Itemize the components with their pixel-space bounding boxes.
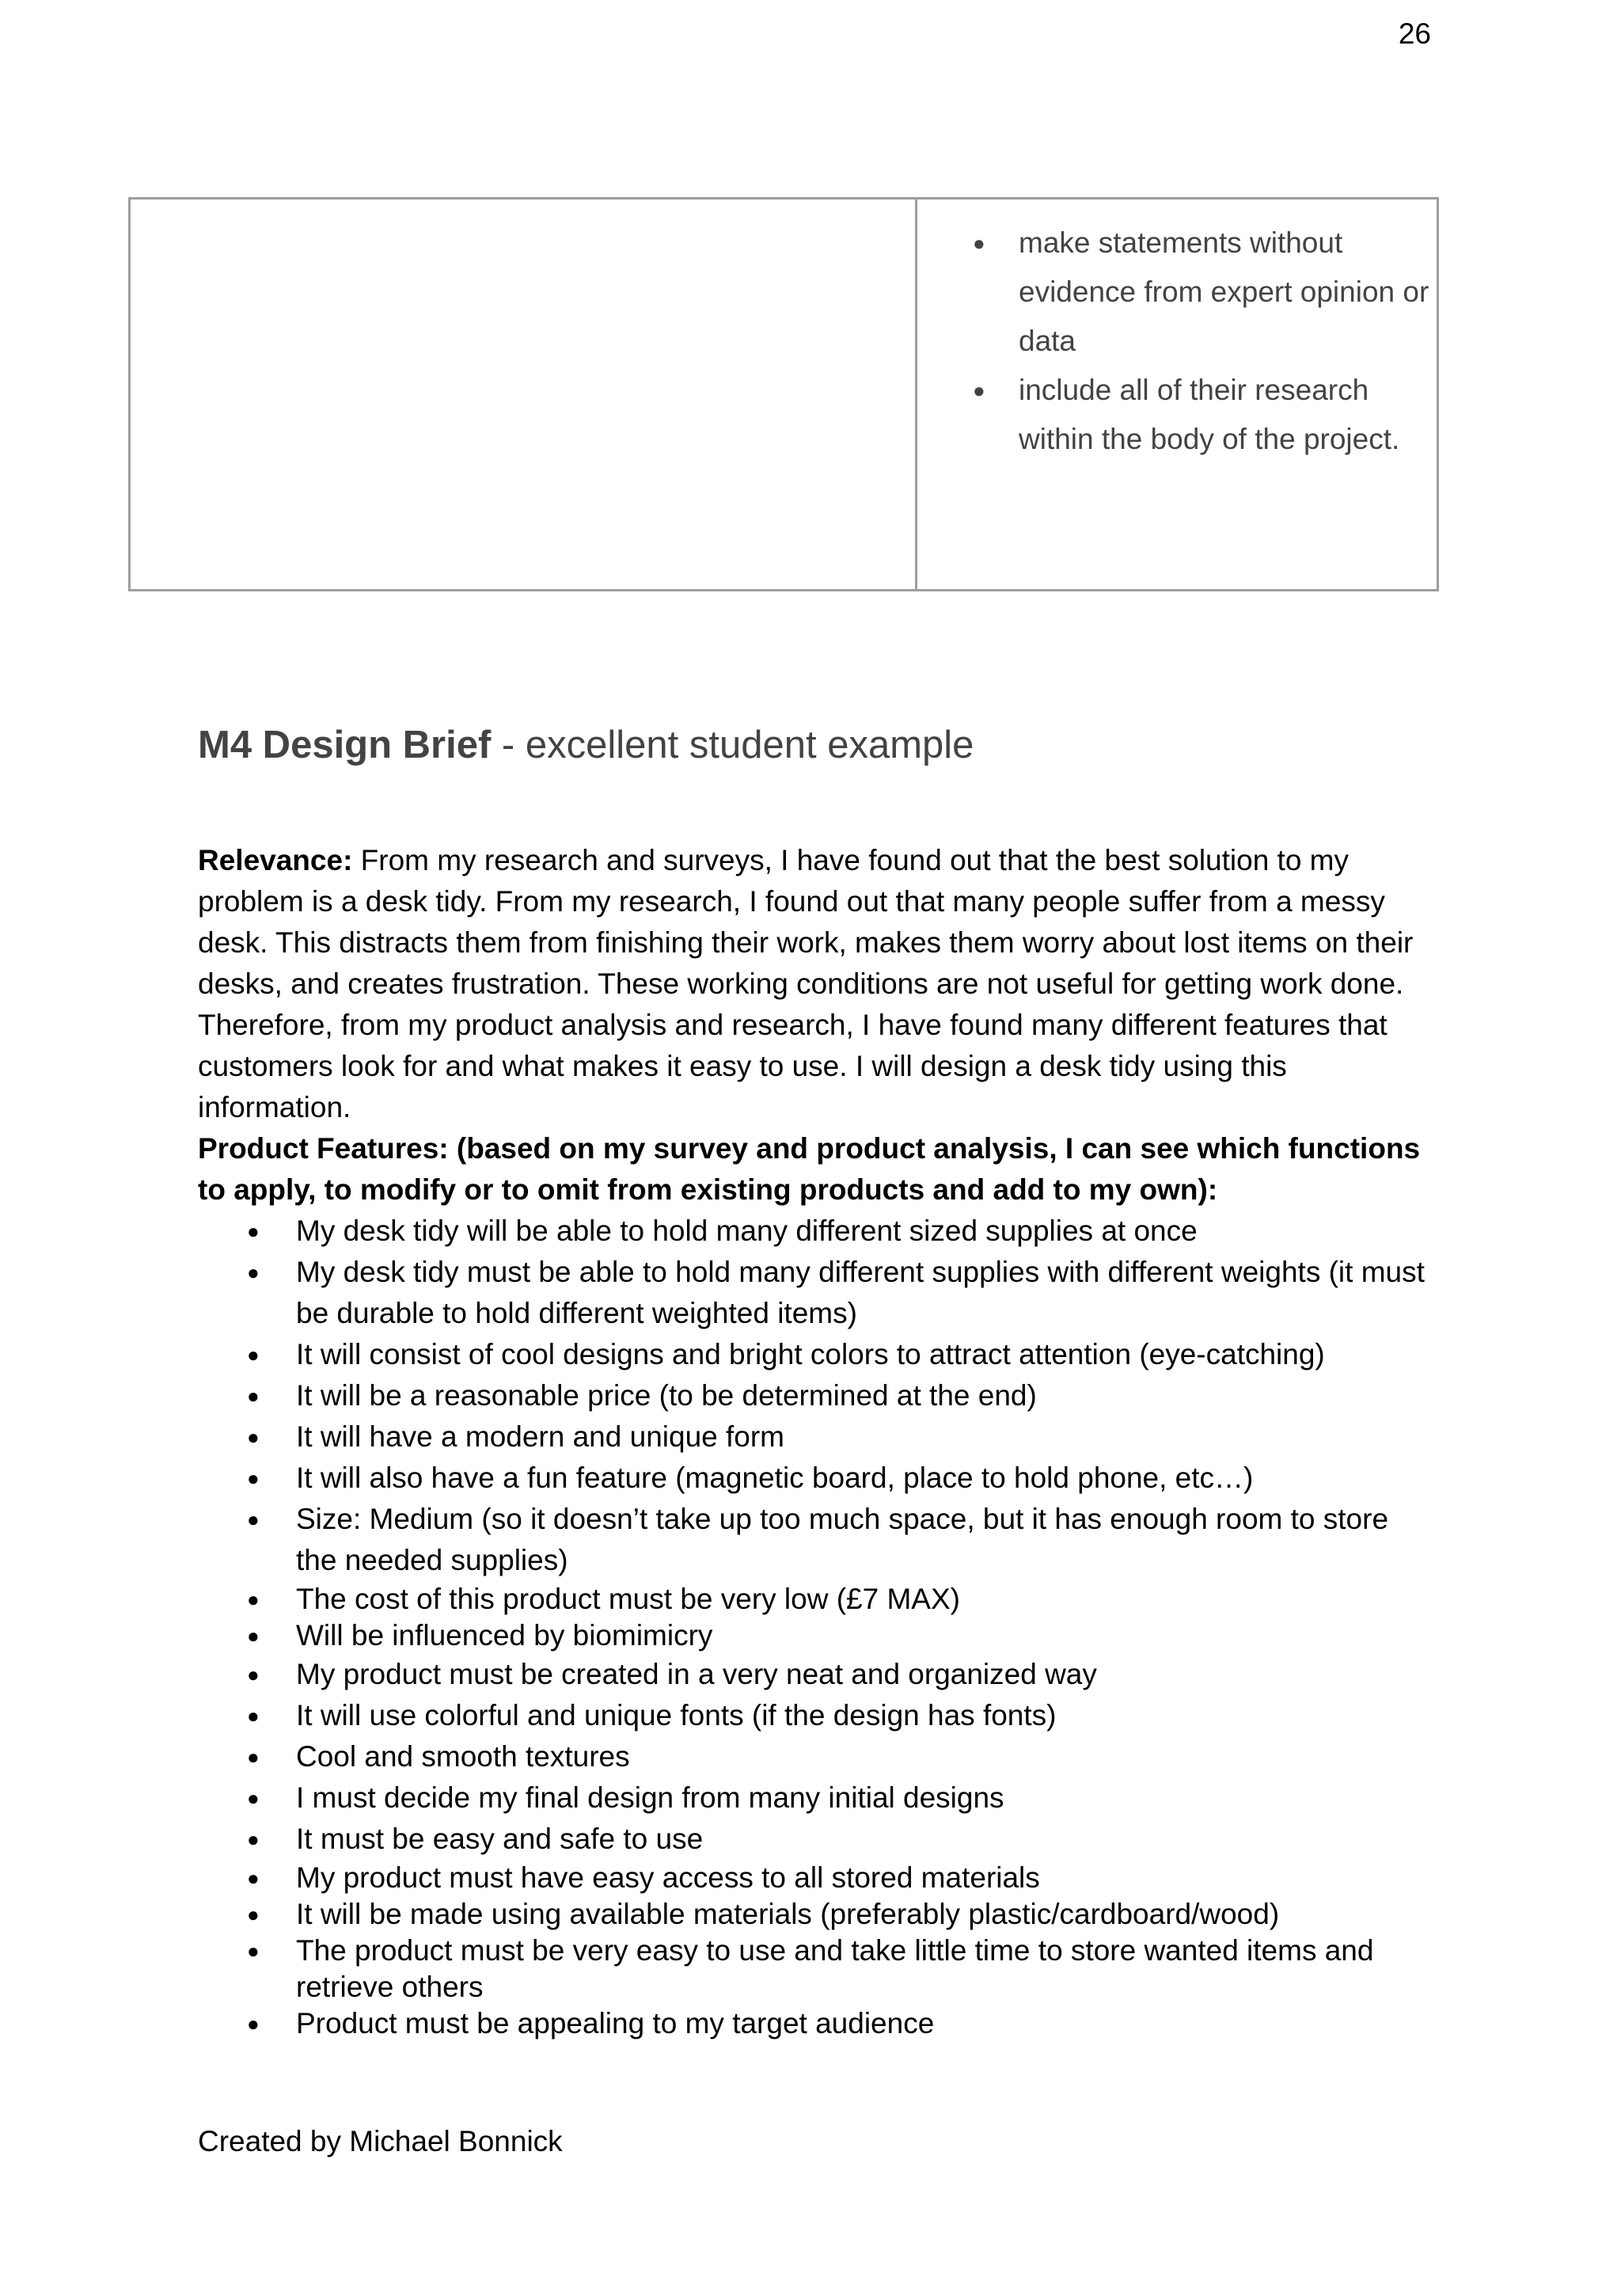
features-heading-text: Product Features: (based on my survey and product analysis, I can see which functions to apply, to modify or to omit from existing products and add to my own): xyxy=(198,1132,1421,1206)
list-item xyxy=(247,1617,1433,1654)
list-item-text: The product must be very easy to use and take little time to store wanted items and retrieve others xyxy=(296,1934,1374,2003)
list-item xyxy=(247,1252,1433,1334)
section-heading xyxy=(198,723,974,767)
relevance-label: Relevance: xyxy=(198,844,353,876)
bullet-icon: ● xyxy=(247,1866,260,1890)
list-item-text: It must be easy and safe to use xyxy=(296,1823,704,1855)
bullet-icon: ● xyxy=(247,1624,260,1648)
bullet-icon: ● xyxy=(973,231,985,255)
list-item-text: It will have a modern and unique form xyxy=(296,1420,785,1453)
bullet-icon: ● xyxy=(247,1343,260,1367)
bullet-icon: ● xyxy=(247,1425,260,1449)
list-item-text: My desk tidy will be able to hold many different sized supplies at once xyxy=(296,1215,1198,1247)
bullet-icon: ● xyxy=(247,1466,260,1490)
list-item xyxy=(247,1860,1433,1896)
list-item xyxy=(247,1933,1433,2005)
relevance-text: From my research and surveys, I have found out that the best solution to my problem is a desk tidy. From my research, I found out that many people suffer from a messy desk. This distracts them from finishing their work, makes them worry about lost items on their desks, and creates frustration. These working conditions are not useful for getting work done. Therefore, from my product analysis and research, I have found many different features that customers look for and what makes it easy to use. I will design a desk tidy using this information. xyxy=(198,844,1414,1123)
list-item xyxy=(247,1695,1433,1736)
bullet-icon: ● xyxy=(247,1219,260,1243)
design-brief-body xyxy=(198,840,1433,2042)
list-item xyxy=(247,1416,1433,1458)
bullet-icon: ● xyxy=(247,1384,260,1408)
list-item xyxy=(247,1499,1433,1581)
criteria-table xyxy=(128,197,1439,591)
feature-list xyxy=(198,1211,1433,2042)
table-cell-left xyxy=(130,199,917,591)
list-item xyxy=(973,366,1437,464)
bullet-icon: ● xyxy=(247,1704,260,1728)
table-cell-right xyxy=(917,199,1438,591)
footer-credit: Created by Michael Bonnick xyxy=(198,2125,563,2157)
list-item-text: It will use colorful and unique fonts (if the design has fonts) xyxy=(296,1699,1057,1732)
list-item-text: It will consist of cool designs and bright colors to attract attention (eye-catching) xyxy=(296,1338,1325,1370)
bullet-icon: ● xyxy=(247,1903,260,1926)
list-item-text: Product must be appealing to my target audience xyxy=(296,2007,935,2039)
list-item-text: It will also have a fun feature (magnetic board, place to hold phone, etc…) xyxy=(296,1462,1254,1494)
list-item-text: include all of their research within the body of the project. xyxy=(1019,374,1400,455)
bullet-icon: ● xyxy=(973,378,985,402)
list-item-text: It will be made using available materials (preferably plastic/cardboard/wood) xyxy=(296,1898,1280,1930)
list-item-text: My product must be created in a very neat and organized way xyxy=(296,1658,1097,1690)
cell-bullet-list xyxy=(917,219,1437,464)
bullet-icon: ● xyxy=(247,1507,260,1531)
list-item-text: Will be influenced by biomimicry xyxy=(296,1619,713,1652)
bullet-icon: ● xyxy=(247,2012,260,2036)
bullet-icon: ● xyxy=(247,1260,260,1284)
page-number: 26 xyxy=(1398,17,1431,50)
list-item xyxy=(247,1375,1433,1416)
list-item xyxy=(247,2005,1433,2042)
bullet-icon: ● xyxy=(247,1587,260,1611)
list-item-text: It will be a reasonable price (to be determined at the end) xyxy=(296,1379,1037,1412)
list-item-text: My desk tidy must be able to hold many different supplies with different weights (it must be durable to hold different weighted items) xyxy=(296,1256,1425,1329)
list-item xyxy=(247,1777,1433,1819)
list-item xyxy=(247,1736,1433,1777)
list-item xyxy=(247,1334,1433,1375)
list-item-text: make statements without evidence from expert opinion or data xyxy=(1019,226,1429,357)
list-item xyxy=(247,1819,1433,1860)
list-item xyxy=(247,1581,1433,1617)
list-item xyxy=(973,219,1437,366)
list-item xyxy=(247,1458,1433,1499)
section-heading-subtitle: - excellent student example xyxy=(491,724,974,766)
list-item xyxy=(247,1896,1433,1933)
list-item-text: Cool and smooth textures xyxy=(296,1740,630,1773)
bullet-icon: ● xyxy=(247,1745,260,1769)
relevance-paragraph xyxy=(198,840,1433,1128)
bullet-icon: ● xyxy=(247,1663,260,1686)
features-heading xyxy=(198,1128,1433,1211)
bullet-icon: ● xyxy=(247,1827,260,1851)
list-item-text: I must decide my final design from many initial designs xyxy=(296,1781,1004,1814)
list-item xyxy=(247,1211,1433,1252)
section-heading-title: M4 Design Brief xyxy=(198,724,492,766)
list-item-text: Size: Medium (so it doesn’t take up too much space, but it has enough room to store the needed supplies) xyxy=(296,1503,1389,1576)
list-item xyxy=(247,1654,1433,1695)
bullet-icon: ● xyxy=(247,1786,260,1810)
list-item-text: The cost of this product must be very low (£7 MAX) xyxy=(296,1583,960,1615)
table-row xyxy=(130,199,1438,591)
bullet-icon: ● xyxy=(247,1939,260,1963)
list-item-text: My product must have easy access to all stored materials xyxy=(296,1861,1040,1894)
